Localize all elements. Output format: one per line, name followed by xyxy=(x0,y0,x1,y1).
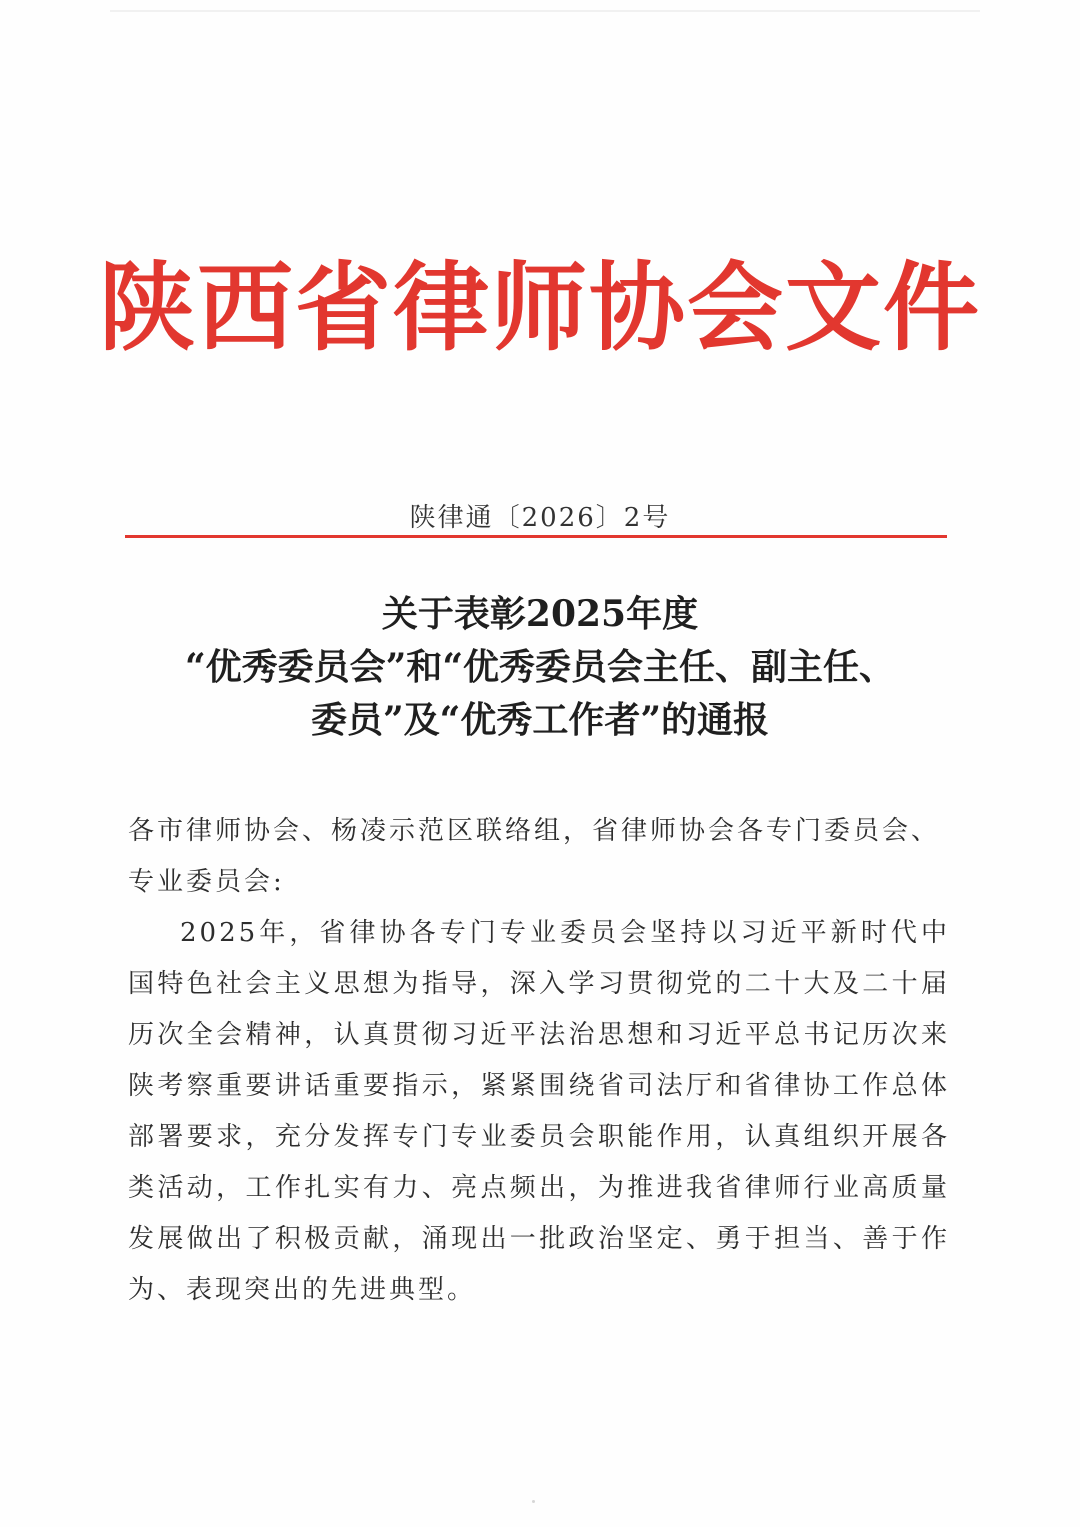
scan-top-edge xyxy=(110,10,980,12)
red-divider-line xyxy=(125,535,947,538)
issuing-organization-header: 陕西省律师协会文件 xyxy=(99,252,981,364)
body-paragraph: 2025年，省律协各专门专业委员会坚持以习近平新时代中国特色社会主义思想为指导，深入学习贯彻党的二十大及二十届历次全会精神，认真贯彻习近平法治思想和习近平总书记历次来陕考察重要讲话重要指示，紧紧围绕省司法厅和省律协工作总体部署要求，充分发挥专门专业委员会职能作用，认真组织开展各类活动，工作扎实有力、亮点频出，为推进我省律师行业高质量发展做出了积极贡献，涌现出一批政治坚定、勇于担当、善于作为、表现突出的先进典型。 xyxy=(128,918,950,1305)
notice-title xyxy=(100,588,980,747)
document-number: 陕律通〔2026〕2号 xyxy=(409,503,671,533)
notice-title-line: 委员”及“优秀工作者”的通报 xyxy=(310,699,770,741)
notice-body xyxy=(128,806,950,1316)
salutation: 各市律师协会、杨凌示范区联络组，省律师协会各专门委员会、专业委员会: xyxy=(128,816,941,897)
notice-title-line: 关于表彰2025年度 xyxy=(381,593,699,635)
scan-speck xyxy=(532,1500,535,1503)
notice-title-line: “优秀委员会”和“优秀委员会主任、副主任、 xyxy=(184,646,896,688)
